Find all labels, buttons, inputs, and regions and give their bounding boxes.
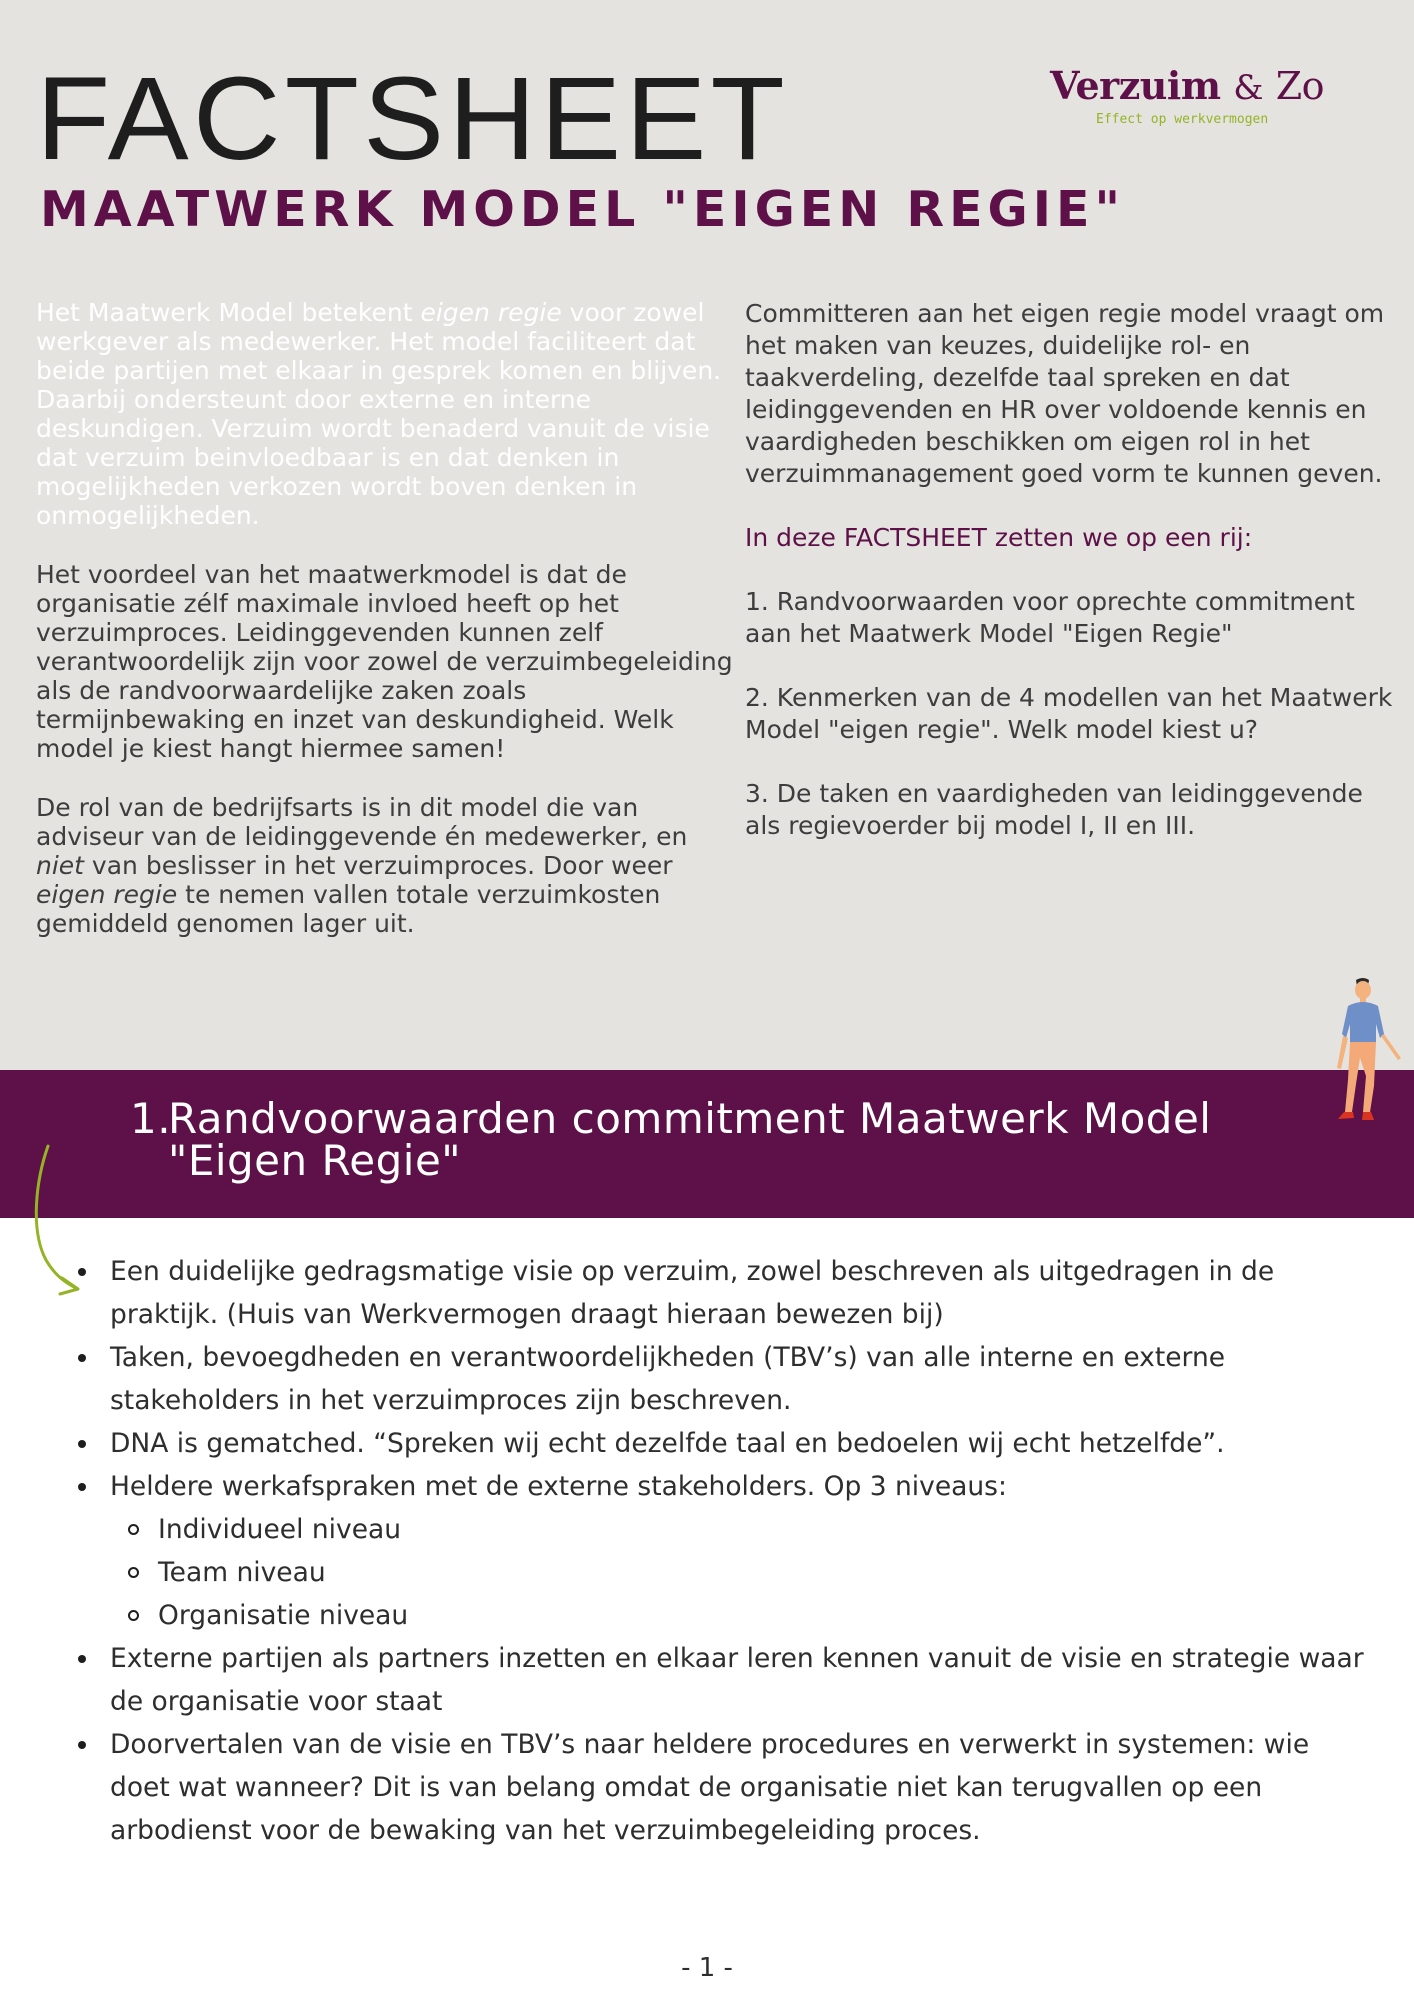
list-item: Externe partijen als partners inzetten en elkaar leren kennen vanuit de visie en strategie waar de organisatie voor staat xyxy=(70,1637,1370,1723)
list-item: Taken, bevoegdheden en verantwoordelijkheden (TBV’s) van alle interne en externe stakeholders in het verzuimproces zijn beschreven. xyxy=(70,1336,1370,1422)
sub-list-item: Team niveau xyxy=(70,1551,1370,1594)
intro-paragraph-2: Het voordeel van het maatwerkmodel is dat de organisatie zélf maximale invloed heeft op het verzuimproces. Leidinggevenden kunnen zelf verantwoordelijk zijn voor zowel de verzuimbegeleiding als de randvoorwaardelijke zaken zoals termijnbewaking en inzet van deskundigheid. Welk model je kiest hangt hiermee samen! xyxy=(36,560,733,763)
page-number: - 1 - xyxy=(681,1953,733,1983)
section-1-title xyxy=(130,1094,1212,1185)
intro-column-right xyxy=(745,298,1395,842)
logo-word-2: Zo xyxy=(1275,64,1325,108)
page-subtitle: MAATWERK MODEL "EIGEN REGIE" xyxy=(40,181,1125,238)
logo-wordmark xyxy=(1050,62,1325,112)
figure-head xyxy=(1355,981,1371,999)
sub-list-item: Organisatie niveau xyxy=(70,1594,1370,1637)
logo-ampersand: & xyxy=(1233,68,1264,108)
section-title-line-1: Randvoorwaarden commitment Maatwerk Model xyxy=(168,1094,1212,1143)
company-logo xyxy=(1050,62,1325,128)
logo-word-1: Verzuim xyxy=(1050,63,1221,108)
sub-list-item: Individueel niveau xyxy=(70,1508,1370,1551)
page-title: FACTSHEET xyxy=(36,53,789,185)
requirements-list xyxy=(70,1250,1370,1852)
list-item: DNA is gematched. “Spreken wij echt dezelfde taal en bedoelen wij echt hetzelfde”. xyxy=(70,1422,1370,1465)
intro-column-left xyxy=(36,298,736,938)
contents-heading: In deze FACTSHEET zetten we op een rij: xyxy=(745,523,1253,552)
section-title-line-2: "Eigen Regie" xyxy=(168,1136,462,1185)
figure-shoe-right xyxy=(1362,1112,1374,1120)
figure-arm-right xyxy=(1381,1034,1401,1060)
section-number: 1. xyxy=(130,1094,172,1143)
contents-item-3: 3. De taken en vaardigheden van leidinggevende als regievoerder bij model I, II en III. xyxy=(745,779,1363,840)
figure-trousers xyxy=(1345,1042,1376,1112)
commitment-paragraph: Committeren aan het eigen regie model vraagt om het maken van keuzes, duidelijke rol- en taakverdeling, dezelfde taal spreken en dat leidinggevenden en HR over voldoende kennis en vaardigheden beschikken om eigen rol in het verzuimmanagement goed vorm te kunnen geven. xyxy=(745,299,1385,488)
logo-tagline: Effect op werkvermogen xyxy=(1096,112,1269,127)
intro-paragraph-1: Het Maatwerk Model betekent eigen regie voor zowel werkgever als medewerker. Het model faciliteert dat beide partijen met elkaar in gesprek komen en blijven. Daarbij ondersteunt door externe en interne deskundigen. Verzuim wordt benaderd vanuit de visie dat verzuim beinvloedbaar is en dat denken in mogelijkheden verkozen wordt boven denken in onmogelijkheden. xyxy=(36,298,722,530)
figure-shoe-left xyxy=(1338,1112,1354,1119)
list-item: Een duidelijke gedragsmatige visie op verzuim, zowel beschreven als uitgedragen in de praktijk. (Huis van Werkvermogen draagt hieraan bewezen bij) xyxy=(70,1250,1370,1336)
contents-item-2: 2. Kenmerken van de 4 modellen van het Maatwerk Model "eigen regie". Welk model kiest u? xyxy=(745,683,1393,744)
figure-sweater xyxy=(1342,1002,1384,1042)
intro-paragraph-3: De rol van de bedrijfsarts is in dit model die van adviseur van de leidinggevende én medewerker, en niet van beslisser in het verzuimproces. Door weer eigen regie te nemen vallen totale verzuimkosten gemiddeld genomen lager uit. xyxy=(36,793,688,938)
list-item: Heldere werkafspraken met de externe stakeholders. Op 3 niveaus: xyxy=(70,1465,1370,1508)
contents-item-1: 1. Randvoorwaarden voor oprechte commitment aan het Maatwerk Model "Eigen Regie" xyxy=(745,587,1355,648)
figure-arm-left xyxy=(1337,1036,1348,1069)
list-item: Doorvertalen van de visie en TBV’s naar heldere procedures en verwerkt in systemen: wie doet wat wanneer? Dit is van belang omdat de organisatie niet kan terugvallen op een arbodienst voor de bewaking van het verzuimbegeleiding proces. xyxy=(70,1723,1370,1852)
standing-person-illustration xyxy=(1326,976,1410,1136)
